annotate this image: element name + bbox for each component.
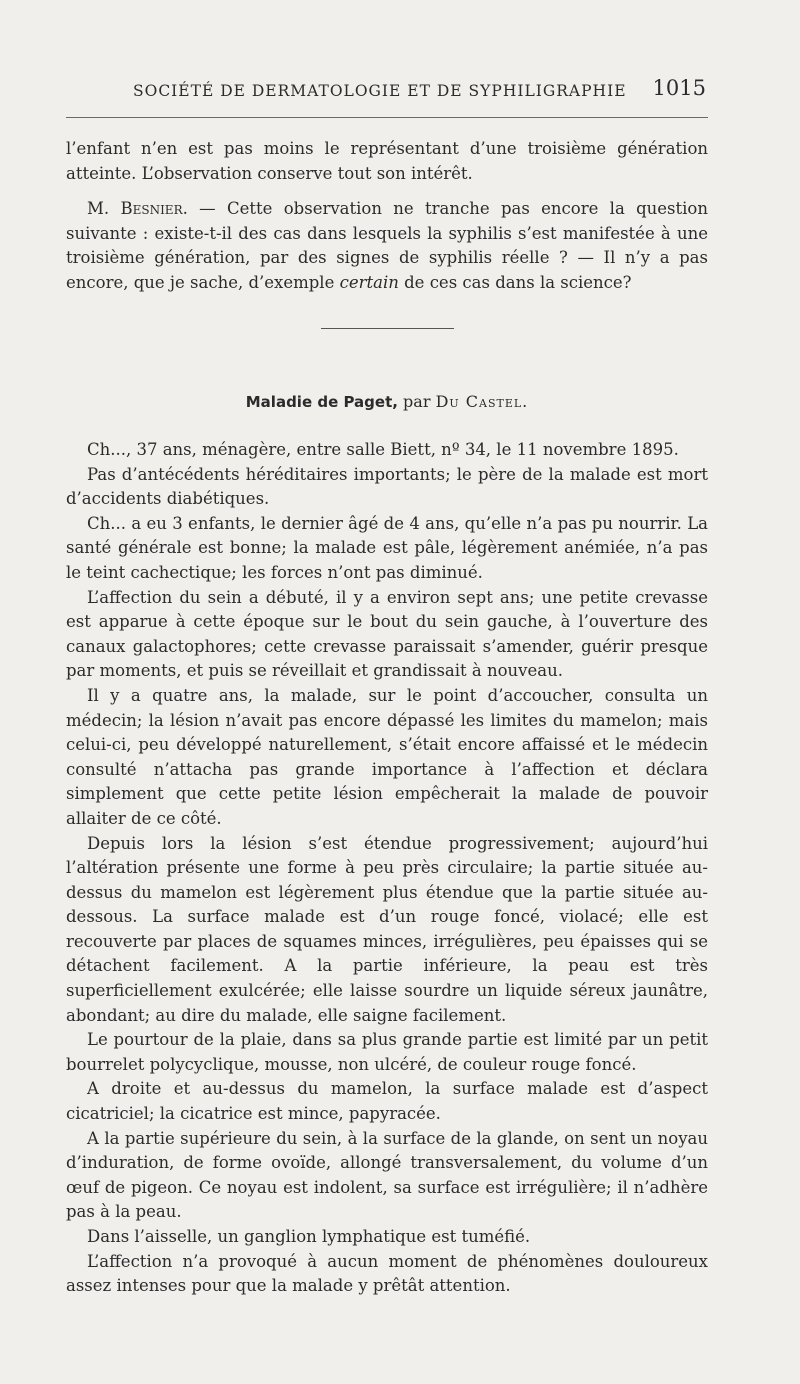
case-paragraph: A la partie supérieure du sein, à la surface de la glande, on sent un noyau d’induration, de forme ovoïde, allongé transversalement, du volume d’un œuf de pigeon. Ce noyau est indolent, sa surface est irrégulière; il n’adhère pas à la peau. [66,1128,708,1222]
case-text [66,438,708,1299]
case-paragraph: Le pourtour de la plaie, dans sa plus grande partie est limité par un petit bourrelet polycyclique, mousse, non ulcéré, de couleur rouge foncé. [66,1030,708,1074]
intro-paragraph-2-text: — Cette observation ne tranche pas encore la question suivante : existe-t-il des cas dans lesquels la syphilis s’est manifestée à une troisième génération, par des signes de syphilis réelle ? — Il n’y a pas encore, que je sache, d’exemple [66,199,708,292]
case-paragraph: Ch..., 37 ans, ménagère, entre salle Biett, nº 34, le 11 novembre 1895. [87,440,679,459]
intro-paragraph-2 [66,197,708,295]
section-heading [66,392,708,411]
case-paragraph: L’affection n’a provoqué à aucun moment de phénomènes douloureux assez intenses pour que la malade y prêtât attention. [66,1251,708,1296]
running-title: SOCIÉTÉ DE DERMATOLOGIE ET DE SYPHILIGRAPHIE [133,82,627,100]
case-paragraph: Depuis lors la lésion s’est étendue progressivement; aujourd’hui l’altération présente une forme à peu près circulaire; la partie située au-dessus du mamelon est légèrement plus étendue que la partie située au-dessous. La surface malade est d’un rouge foncé, violacé; elle est recouverte par places de squames minces, irrégulières, peu épaisses qui se détachent facilement. A la partie inférieure, la peau est très superficiellement exulcérée; elle laisse sourdre un liquide séreux jaunâtre, abondant; au dire du malade, elle saigne facilement. [66,833,708,1025]
speaker-name: M. Besnier. [87,199,188,219]
intro-paragraph-1: l’enfant n’en est pas moins le représentant d’une troisième génération atteinte. L’observation conserve tout son intérêt. [66,139,708,183]
emphasis-certain: certain [339,272,399,292]
page-number: 1015 [652,76,706,100]
case-paragraph: A droite et au-dessus du mamelon, la surface malade est d’aspect cicatriciel; la cicatrice est mince, papyracée. [66,1079,708,1124]
case-paragraph: Il y a quatre ans, la malade, sur le point d’accoucher, consulta un médecin; la lésion n’avait pas encore dépassé les limites du mamelon; mais celui-ci, peu développé naturellement, s’était encore affaissé et le médecin consulté n’attacha pas grande importance à l’affection et déclara simplement que cette petite lésion empêcherait la malade de pouvoir allaiter de ce côté. [66,685,708,828]
intro-text [66,137,708,296]
case-paragraph: Pas d’antécédents héréditaires importants; le père de la malade est mort d’accidents diabétiques. [66,464,708,509]
running-header [133,76,708,106]
intro-paragraph-2-end: de ces cas dans la science? [398,272,632,292]
case-paragraph: Dans l’aisselle, un ganglion lymphatique est tuméfié. [87,1227,531,1246]
header-rule [66,117,708,118]
section-separator [321,328,454,329]
section-heading-by: par [397,392,436,411]
case-paragraph: L’affection du sein a débuté, il y a environ sept ans; une petite crevasse est apparue à cette époque sur le bout du sein gauche, à l’ouverture des canaux galactophores; cette crevasse paraissait s’amender, guérir presque par moments, et puis se réveillait et grandissait à nouveau. [66,587,708,681]
section-heading-author: Du Castel. [435,392,529,411]
section-heading-title: Maladie de Paget, [245,393,398,411]
case-paragraph: Ch... a eu 3 enfants, le dernier âgé de 4 ans, qu’elle n’a pas pu nourrir. La santé générale est bonne; la malade est pâle, légèrement anémiée, n’a pas le teint cachectique; les forces n’ont pas diminué. [66,513,708,582]
